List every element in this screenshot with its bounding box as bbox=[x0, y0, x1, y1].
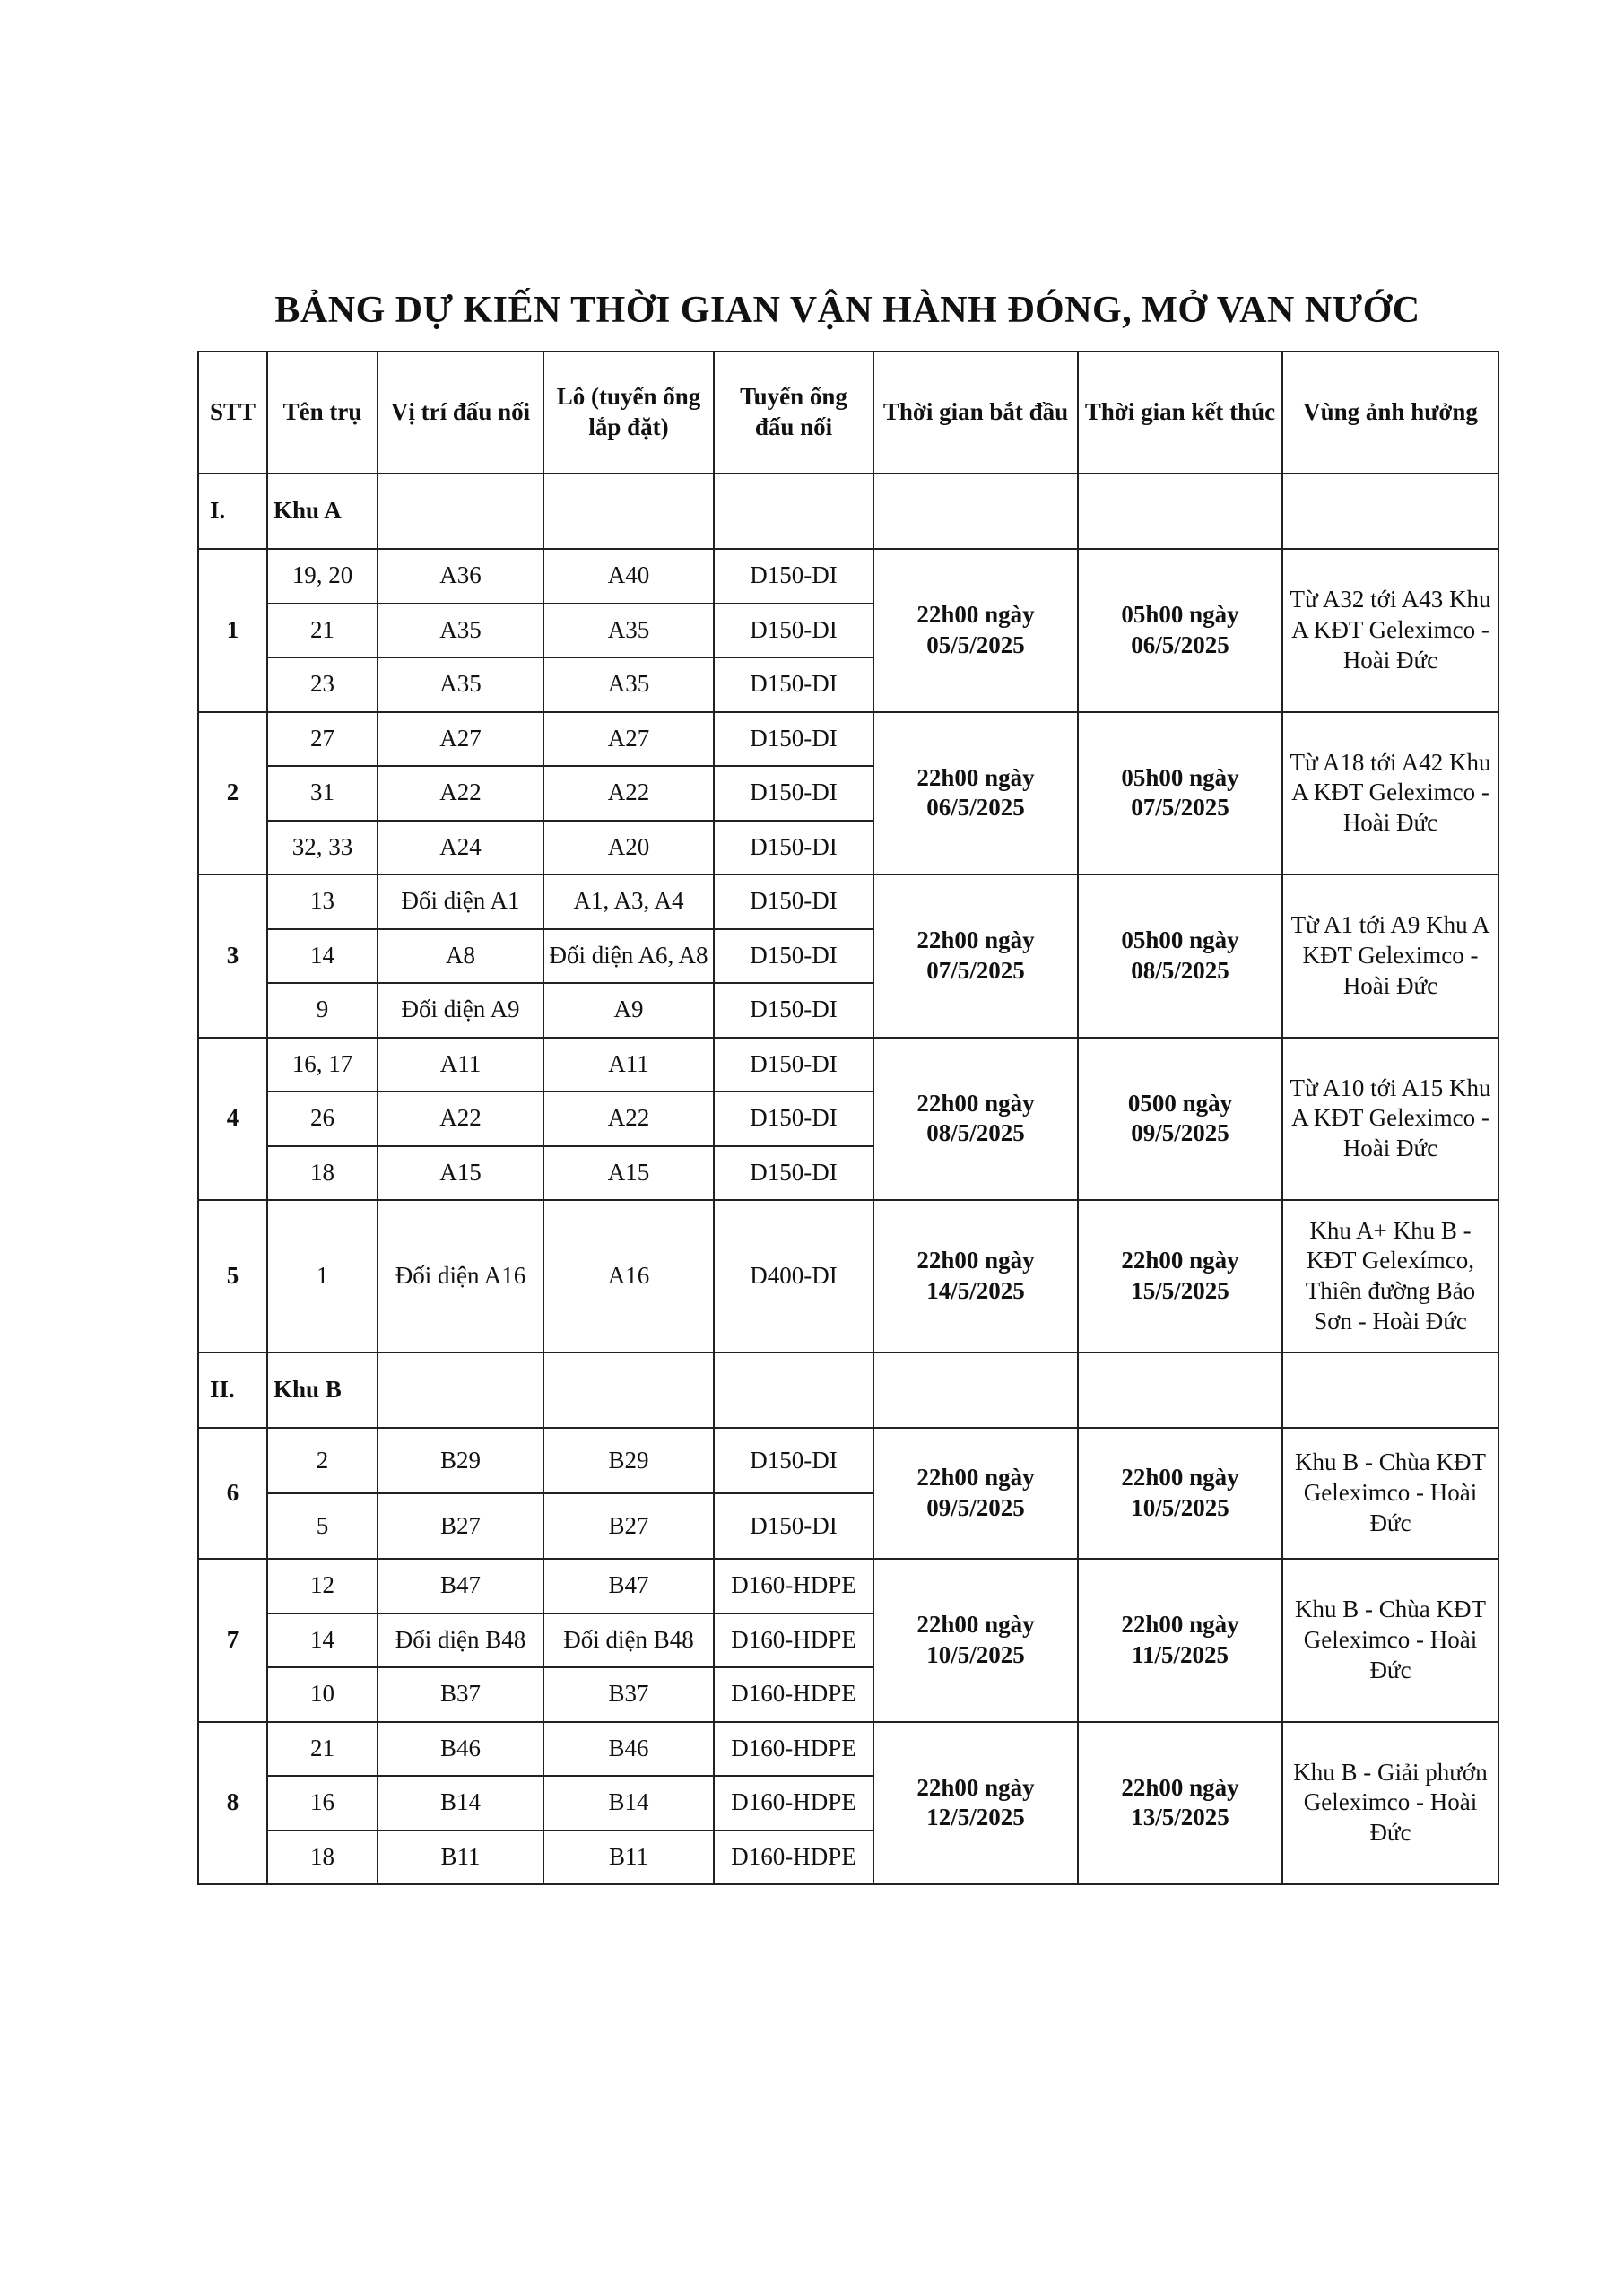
lo-cell: B47 bbox=[543, 1559, 714, 1613]
vi-tri-cell: A24 bbox=[378, 821, 543, 875]
header-stt: STT bbox=[198, 352, 267, 474]
tuyen-ong-cell: D150-DI bbox=[714, 1091, 873, 1146]
section-number: II. bbox=[198, 1352, 267, 1428]
lo-cell: A16 bbox=[543, 1200, 714, 1352]
end-time-cell: 22h00 ngày 11/5/2025 bbox=[1078, 1559, 1282, 1722]
vi-tri-cell: Đối diện A16 bbox=[378, 1200, 543, 1352]
start-time-cell: 22h00 ngày 12/5/2025 bbox=[873, 1722, 1078, 1885]
end-time-cell: 22h00 ngày 15/5/2025 bbox=[1078, 1200, 1282, 1352]
vi-tri-cell: Đối diện A1 bbox=[378, 874, 543, 929]
affected-zone-cell: Khu B - Chùa KĐT Geleximco - Hoài Đức bbox=[1282, 1559, 1498, 1722]
table-row bbox=[198, 874, 1498, 929]
tuyen-ong-cell: D160-HDPE bbox=[714, 1559, 873, 1613]
empty-cell bbox=[873, 1352, 1078, 1428]
empty-cell bbox=[543, 1352, 714, 1428]
vi-tri-cell: B14 bbox=[378, 1776, 543, 1831]
header-ket-thuc: Thời gian kết thúc bbox=[1078, 352, 1282, 474]
lo-cell: A20 bbox=[543, 821, 714, 875]
end-time-cell: 0500 ngày 09/5/2025 bbox=[1078, 1038, 1282, 1201]
end-time-cell: 22h00 ngày 13/5/2025 bbox=[1078, 1722, 1282, 1885]
group-stt: 2 bbox=[198, 712, 267, 875]
vi-tri-cell: A35 bbox=[378, 604, 543, 658]
lo-cell: A27 bbox=[543, 712, 714, 767]
lo-cell: B37 bbox=[543, 1667, 714, 1722]
group-stt: 5 bbox=[198, 1200, 267, 1352]
start-time-cell: 22h00 ngày 05/5/2025 bbox=[873, 549, 1078, 712]
table-row bbox=[198, 549, 1498, 604]
affected-zone-cell: Từ A18 tới A42 Khu A KĐT Geleximco - Hoài Đức bbox=[1282, 712, 1498, 875]
vi-tri-cell: A36 bbox=[378, 549, 543, 604]
lo-cell: A11 bbox=[543, 1038, 714, 1092]
lo-cell: A40 bbox=[543, 549, 714, 604]
end-time-cell: 05h00 ngày 06/5/2025 bbox=[1078, 549, 1282, 712]
lo-cell: B27 bbox=[543, 1493, 714, 1559]
table-row bbox=[198, 1722, 1498, 1777]
ten-tru-cell: 10 bbox=[267, 1667, 378, 1722]
empty-cell bbox=[1282, 474, 1498, 549]
start-time-cell: 22h00 ngày 10/5/2025 bbox=[873, 1559, 1078, 1722]
tuyen-ong-cell: D160-HDPE bbox=[714, 1776, 873, 1831]
ten-tru-cell: 23 bbox=[267, 657, 378, 712]
table-row bbox=[198, 1428, 1498, 1493]
tuyen-ong-cell: D150-DI bbox=[714, 712, 873, 767]
section-name: Khu B bbox=[267, 1352, 378, 1428]
vi-tri-cell: B46 bbox=[378, 1722, 543, 1777]
ten-tru-cell: 26 bbox=[267, 1091, 378, 1146]
lo-cell: B14 bbox=[543, 1776, 714, 1831]
lo-cell: B29 bbox=[543, 1428, 714, 1493]
header-bat-dau: Thời gian bắt đầu bbox=[873, 352, 1078, 474]
vi-tri-cell: B37 bbox=[378, 1667, 543, 1722]
vi-tri-cell: A35 bbox=[378, 657, 543, 712]
lo-cell: A22 bbox=[543, 1091, 714, 1146]
tuyen-ong-cell: D160-HDPE bbox=[714, 1831, 873, 1885]
section-name: Khu A bbox=[267, 474, 378, 549]
start-time-cell: 22h00 ngày 08/5/2025 bbox=[873, 1038, 1078, 1201]
end-time-cell: 05h00 ngày 07/5/2025 bbox=[1078, 712, 1282, 875]
lo-cell: A22 bbox=[543, 766, 714, 821]
document-title: BẢNG DỰ KIẾN THỜI GIAN VẬN HÀNH ĐÓNG, MỞ VAN NƯỚC bbox=[274, 290, 1420, 331]
header-tuyen-ong: Tuyến ống đấu nối bbox=[714, 352, 873, 474]
tuyen-ong-cell: D150-DI bbox=[714, 657, 873, 712]
header-vi-tri: Vị trí đấu nối bbox=[378, 352, 543, 474]
empty-cell bbox=[378, 1352, 543, 1428]
tuyen-ong-cell: D150-DI bbox=[714, 1038, 873, 1092]
lo-cell: A35 bbox=[543, 604, 714, 658]
ten-tru-cell: 32, 33 bbox=[267, 821, 378, 875]
tuyen-ong-cell: D150-DI bbox=[714, 983, 873, 1038]
start-time-cell: 22h00 ngày 14/5/2025 bbox=[873, 1200, 1078, 1352]
vi-tri-cell: A15 bbox=[378, 1146, 543, 1201]
start-time-cell: 22h00 ngày 07/5/2025 bbox=[873, 874, 1078, 1038]
ten-tru-cell: 1 bbox=[267, 1200, 378, 1352]
table-row bbox=[198, 712, 1498, 767]
lo-cell: A15 bbox=[543, 1146, 714, 1201]
ten-tru-cell: 16 bbox=[267, 1776, 378, 1831]
header-ten-tru: Tên trụ bbox=[267, 352, 378, 474]
empty-cell bbox=[1078, 474, 1282, 549]
affected-zone-cell: Từ A1 tới A9 Khu A KĐT Geleximco - Hoài Đức bbox=[1282, 874, 1498, 1038]
empty-cell bbox=[714, 1352, 873, 1428]
vi-tri-cell: A11 bbox=[378, 1038, 543, 1092]
tuyen-ong-cell: D400-DI bbox=[714, 1200, 873, 1352]
tuyen-ong-cell: D150-DI bbox=[714, 1146, 873, 1201]
section-row bbox=[198, 474, 1498, 549]
tuyen-ong-cell: D160-HDPE bbox=[714, 1613, 873, 1668]
tuyen-ong-cell: D150-DI bbox=[714, 1428, 873, 1493]
ten-tru-cell: 21 bbox=[267, 1722, 378, 1777]
ten-tru-cell: 14 bbox=[267, 929, 378, 984]
ten-tru-cell: 18 bbox=[267, 1146, 378, 1201]
empty-cell bbox=[714, 474, 873, 549]
tuyen-ong-cell: D150-DI bbox=[714, 874, 873, 929]
tuyen-ong-cell: D150-DI bbox=[714, 604, 873, 658]
header-row bbox=[198, 352, 1498, 474]
tuyen-ong-cell: D150-DI bbox=[714, 1493, 873, 1559]
start-time-cell: 22h00 ngày 06/5/2025 bbox=[873, 712, 1078, 875]
lo-cell: Đối diện A6, A8 bbox=[543, 929, 714, 984]
group-stt: 7 bbox=[198, 1559, 267, 1722]
ten-tru-cell: 5 bbox=[267, 1493, 378, 1559]
group-stt: 6 bbox=[198, 1428, 267, 1559]
affected-zone-cell: Khu B - Chùa KĐT Geleximco - Hoài Đức bbox=[1282, 1428, 1498, 1559]
end-time-cell: 22h00 ngày 10/5/2025 bbox=[1078, 1428, 1282, 1559]
lo-cell: B46 bbox=[543, 1722, 714, 1777]
vi-tri-cell: Đối diện B48 bbox=[378, 1613, 543, 1668]
ten-tru-cell: 21 bbox=[267, 604, 378, 658]
table-body bbox=[198, 474, 1498, 1884]
empty-cell bbox=[378, 474, 543, 549]
group-stt: 1 bbox=[198, 549, 267, 712]
tuyen-ong-cell: D150-DI bbox=[714, 766, 873, 821]
header-vung: Vùng ảnh hưởng bbox=[1282, 352, 1498, 474]
valve-schedule-table bbox=[197, 351, 1499, 1885]
group-stt: 8 bbox=[198, 1722, 267, 1885]
ten-tru-cell: 2 bbox=[267, 1428, 378, 1493]
ten-tru-cell: 12 bbox=[267, 1559, 378, 1613]
end-time-cell: 05h00 ngày 08/5/2025 bbox=[1078, 874, 1282, 1038]
table-row bbox=[198, 1559, 1498, 1613]
ten-tru-cell: 19, 20 bbox=[267, 549, 378, 604]
ten-tru-cell: 14 bbox=[267, 1613, 378, 1668]
lo-cell: A1, A3, A4 bbox=[543, 874, 714, 929]
empty-cell bbox=[543, 474, 714, 549]
affected-zone-cell: Từ A32 tới A43 Khu A KĐT Geleximco - Hoài Đức bbox=[1282, 549, 1498, 712]
ten-tru-cell: 16, 17 bbox=[267, 1038, 378, 1092]
ten-tru-cell: 27 bbox=[267, 712, 378, 767]
ten-tru-cell: 9 bbox=[267, 983, 378, 1038]
affected-zone-cell: Khu B - Giải phướn Geleximco - Hoài Đức bbox=[1282, 1722, 1498, 1885]
vi-tri-cell: A27 bbox=[378, 712, 543, 767]
ten-tru-cell: 18 bbox=[267, 1831, 378, 1885]
header-lo: Lô (tuyến ống lắp đặt) bbox=[543, 352, 714, 474]
affected-zone-cell: Từ A10 tới A15 Khu A KĐT Geleximco - Hoài Đức bbox=[1282, 1038, 1498, 1201]
empty-cell bbox=[1078, 1352, 1282, 1428]
tuyen-ong-cell: D160-HDPE bbox=[714, 1722, 873, 1777]
vi-tri-cell: A22 bbox=[378, 766, 543, 821]
table-row bbox=[198, 1200, 1498, 1352]
group-stt: 4 bbox=[198, 1038, 267, 1201]
vi-tri-cell: B29 bbox=[378, 1428, 543, 1493]
empty-cell bbox=[873, 474, 1078, 549]
tuyen-ong-cell: D150-DI bbox=[714, 929, 873, 984]
lo-cell: B11 bbox=[543, 1831, 714, 1885]
vi-tri-cell: B27 bbox=[378, 1493, 543, 1559]
table-row bbox=[198, 1038, 1498, 1092]
vi-tri-cell: B11 bbox=[378, 1831, 543, 1885]
section-row bbox=[198, 1352, 1498, 1428]
ten-tru-cell: 13 bbox=[267, 874, 378, 929]
vi-tri-cell: B47 bbox=[378, 1559, 543, 1613]
empty-cell bbox=[1282, 1352, 1498, 1428]
affected-zone-cell: Khu A+ Khu B - KĐT Gelexímco, Thiên đường Bảo Sơn - Hoài Đức bbox=[1282, 1200, 1498, 1352]
tuyen-ong-cell: D150-DI bbox=[714, 549, 873, 604]
section-number: I. bbox=[198, 474, 267, 549]
vi-tri-cell: Đối diện A9 bbox=[378, 983, 543, 1038]
tuyen-ong-cell: D150-DI bbox=[714, 821, 873, 875]
group-stt: 3 bbox=[198, 874, 267, 1038]
lo-cell: A9 bbox=[543, 983, 714, 1038]
vi-tri-cell: A8 bbox=[378, 929, 543, 984]
vi-tri-cell: A22 bbox=[378, 1091, 543, 1146]
ten-tru-cell: 31 bbox=[267, 766, 378, 821]
lo-cell: Đối diện B48 bbox=[543, 1613, 714, 1668]
start-time-cell: 22h00 ngày 09/5/2025 bbox=[873, 1428, 1078, 1559]
tuyen-ong-cell: D160-HDPE bbox=[714, 1667, 873, 1722]
lo-cell: A35 bbox=[543, 657, 714, 712]
